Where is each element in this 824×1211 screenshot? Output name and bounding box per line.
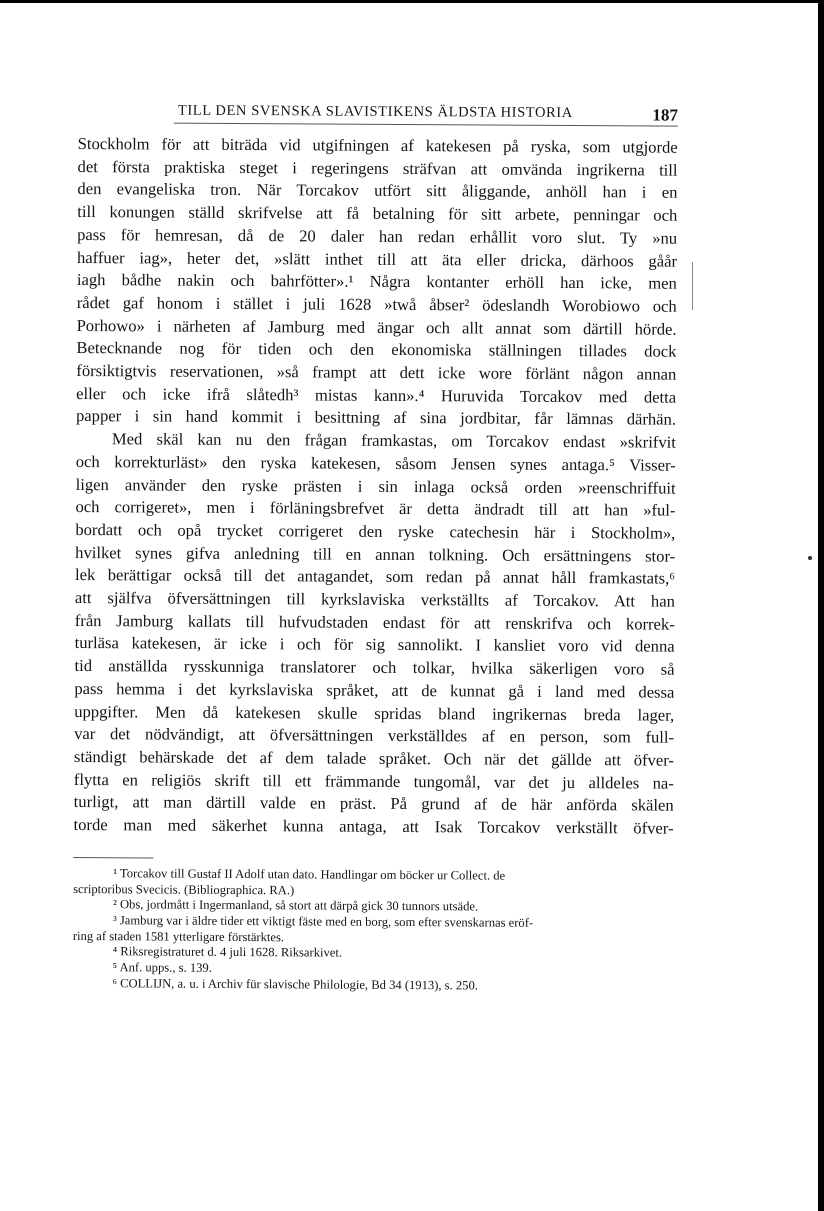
footnote-1-continued: scriptoribus Svecicis. (Bibliographica. RA.)	[73, 881, 295, 897]
body-line: papper i sin hand kommit i besittning af sina jordbitar, får lämnas därhän.	[75, 406, 677, 430]
body-line: Med skäl kan nu den frågan framkastas, om Torcakov endast »skrifvit	[111, 429, 676, 452]
body-line: och korrekturläst» den ryska katekesen, såsom Jensen synes antaga.⁵ Visser-	[75, 451, 676, 475]
scan-border-right	[818, 0, 824, 1211]
body-line: att själfva öfversättningen till kyrkslaviska verkställts af Torcakov. Att han	[74, 588, 675, 611]
body-line: försiktigtvis reservationen, »så frampt att dett icke wore förlänt någon annan	[76, 361, 677, 384]
body-line: till konungen ställd skrifvelse att få betalning för sitt arbete, penningar och	[77, 202, 678, 225]
body-line: haffuer iag», heter det, »slätt inthet till att äta eller dricka, därhoos gåår	[76, 247, 678, 271]
running-title: TILL DEN SVENSKA SLAVISTIKENS ÄLDSTA HISTORIA	[177, 102, 573, 122]
body-line: ligen använder den ryske prästen i sin inlaga också orden »reenschriffuit	[75, 474, 676, 498]
footnote-1: ¹ Torcakov till Gustaf II Adolf utan dato. Handlingar om böcker ur Collect. de	[113, 866, 506, 883]
book-page	[73, 96, 678, 995]
footnote-4: ⁴ Riksregistraturet d. 4 juli 1628. Riksarkivet.	[112, 944, 343, 960]
body-line: turligt, att man därtill valde en präst. På grund af de här anförda skälen	[73, 792, 674, 816]
scan-margin-mark	[692, 262, 693, 310]
page-number: 187	[652, 105, 678, 125]
body-text	[73, 133, 677, 840]
footnote-2: ² Obs, jordmått i Ingermanland, så stort att därpå gick 30 tunnors utsäde.	[113, 897, 479, 914]
footnote-5: ⁵ Anf. upps., s. 139.	[112, 960, 212, 975]
body-line: hvilket synes gifva anledning till en annan tolkning. Och ersättningens stor-	[75, 542, 676, 566]
body-line: Stockholm för att biträda vid utgifningen af katekesen på ryska, som utgjorde	[77, 133, 678, 157]
scan-border-top	[0, 0, 824, 3]
body-line: bordatt och opå trycket corrigeret den ryske catechesin här i Stockholm»,	[75, 519, 676, 543]
body-line: lek berättigar också till det antagandet, som redan på annat håll framkastats,⁶	[75, 565, 676, 589]
body-line: iagh bådhe nakin och bahrfötter».¹ Några kontanter erhöll han icke, men	[76, 270, 677, 293]
body-line: flytta en religiös skrift till ett främmande tungomål, var det ju alldeles na-	[73, 769, 674, 793]
footnote-divider	[73, 857, 153, 858]
running-header	[174, 97, 678, 127]
body-line: var det nödvändigt, att öfversättningen verkställdes af en person, som full-	[74, 724, 675, 747]
scan-dot	[808, 556, 812, 560]
body-line: ständigt behärskade det af dem talade språket. Och när det gällde att öfver-	[73, 746, 675, 770]
body-line: Porhowo» i närheten af Jamburg med ängar och allt annat som därtill hörde.	[76, 315, 677, 339]
body-line: uppgifter. Men då katekesen skulle spridas bland ingrikernas breda lager,	[74, 701, 675, 725]
body-line: torde man med säkerhet kunna antaga, att Isak Torcakov verkställt öfver-	[73, 815, 674, 838]
footnotes	[73, 866, 674, 995]
body-line: och corrigeret», men i förläningsbrefvet är detta ändradt till att han »ful-	[75, 497, 676, 520]
body-line: från Jamburg kallats till hufvudstaden endast för att renskrifva och korrek-	[74, 610, 675, 634]
footnote-3-continued: ring af staden 1581 ytterligare förstärktes.	[72, 928, 285, 944]
body-line: det första praktiska steget i regeringens sträfvan att omvända ingrikerna till	[77, 156, 678, 180]
body-line: turläsa katekesen, är icke i och för sig sannolikt. I kansliet voro vid denna	[74, 633, 675, 657]
footnote-3: ³ Jamburg var i äldre tider ett viktigt fäste med en borg, som efter svenskarnas eröf-	[112, 913, 534, 930]
body-line: rådet gaf honom i stället i juli 1628 »twå åbser² ödeslandh Worobiowo och	[76, 292, 677, 316]
footnote-6: ⁶ COLLIJN, a. u. i Archiv für slavische Philologie, Bd 34 (1913), s. 250.	[112, 975, 478, 993]
body-line: den evangeliska tron. När Torcakov utfört sitt åliggande, anhöll han i en	[77, 179, 678, 203]
body-line: pass för hemresan, då de 20 daler han redan erhållit voro slut. Ty »nu	[77, 224, 678, 248]
body-line: tid anställda rysskunniga translatorer och tolkar, hvilka säkerligen voro så	[74, 656, 675, 679]
body-line: eller och icke ifrå slåtedh³ mistas kann».⁴ Huruvida Torcakov med detta	[76, 383, 677, 407]
body-line: Betecknande nog för tiden och den ekonomiska ställningen tillades dock	[76, 338, 677, 361]
body-line: pass hemma i det kyrkslaviska språket, att de kunnat gå i land med dessa	[74, 678, 675, 702]
